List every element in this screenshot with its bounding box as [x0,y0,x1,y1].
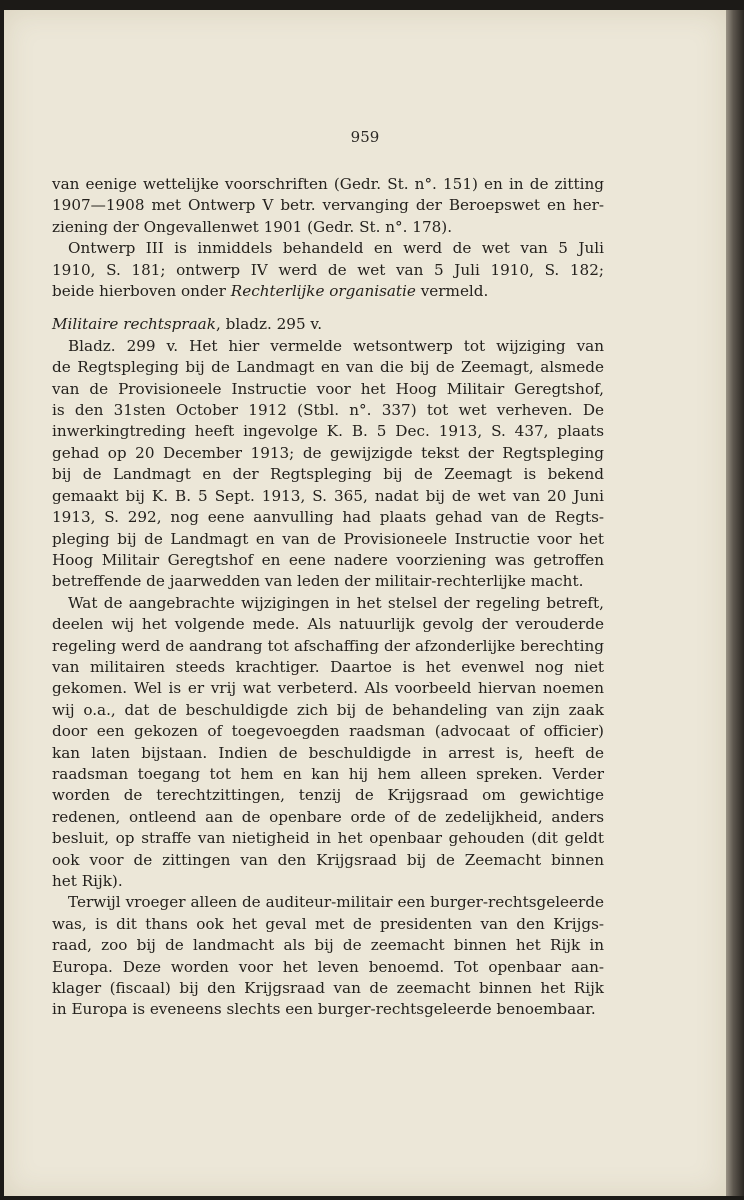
text-line: gemaakt bij K. B. 5 Sept. 1913, S. 365, nadat bij de wet van 20 Juni [52,486,604,505]
italic-reference: Rechterlijke organisatie [230,282,416,301]
book-page [4,10,726,1196]
text-line: kan laten bijstaan. Indien de beschuldigde in arrest is, heeft de [52,743,604,762]
text-line: betreffende de jaarwedden van leden der militair-rechterlijke macht. [52,572,584,591]
page-number: 959 [350,128,380,146]
text-line: worden de terechtzittingen, tenzij de Krijgsraad om gewichtige [52,786,604,805]
text-line: 1913, S. 292, nog eene aanvulling had plaats gehad van de Regts- [52,508,604,527]
paragraph-gap [52,302,604,314]
text-line: klager (fiscaal) bij den Krijgsraad van de zeemacht binnen het Rijk [52,979,604,998]
text-line: de Regtspleging bij de Landmagt en van die bij de Zeemagt, alsmede [52,358,604,377]
text-line: raadsman toegang tot hem en kan hij hem alleen spreken. Verder [52,764,604,783]
text-line: ziening der Ongevallenwet 1901 (Gedr. St. n°. 178). [52,217,453,236]
text-line: inwerkingtreding heeft ingevolge K. B. 5 Dec. 1913, S. 437, plaats [52,422,604,441]
text-line: is den 31sten October 1912 (Stbl. n°. 337) tot wet verheven. De [52,401,604,420]
text-line: redenen, ontleend aan de openbare orde of de zedelijkheid, anders [52,807,604,826]
text-line: was, is dit thans ook het geval met de presidenten van den Krijgs- [52,914,604,933]
text-line: van eenige wettelijke voorschriften (Gedr. St. n°. 151) en in de zitting [52,175,604,193]
text-line: van militairen steeds krachtiger. Daartoe is het evenwel nog niet [52,657,604,676]
text-line: 1910, S. 181; ontwerp IV werd de wet van 5 Juli 1910, S. 182; [52,260,604,279]
text-line: gehad op 20 December 1913; de gewijzigde tekst der Regtspleging [52,443,604,462]
text-line: door een gekozen of toegevoegden raadsman (advocaat of officier) [52,722,604,741]
text-line: gekomen. Wel is er vrij wat verbeterd. Als voorbeeld hiervan noemen [52,679,604,698]
text-line: raad, zoo bij de landmacht als bij de zeemacht binnen het Rijk in [52,936,604,955]
text-line: Militaire rechtspraak, bladz. 295 v. [52,315,323,334]
text-line: bij de Landmagt en der Regtspleging bij de Zeemagt is bekend [52,465,604,484]
text-line: beide hierboven onder Rechterlijke organisatie vermeld. [52,282,489,301]
section-heading: Militaire rechtspraak [52,315,216,334]
text-line: in Europa is eveneens slechts een burger-rechtsgeleerde benoembaar. [52,1000,596,1019]
text-line: Hoog Militair Geregtshof en eene nadere voorziening was getroffen [52,550,604,569]
text-line: Terwijl vroeger alleen de auditeur-militair een burger-rechtsgeleerde [68,893,604,912]
text-line: regeling werd de aandrang tot afschaffing der afzonderlijke berechting [52,636,604,655]
text-line: besluit, op straffe van nietigheid in het openbaar gehouden (dit geldt [52,829,604,848]
text-line: Bladz. 299 v. Het hier vermelde wetsontwerp tot wijziging van [68,336,604,355]
text-line: 1907—1908 met Ontwerp V betr. vervanging der Beroepswet en her- [52,196,604,215]
text-line: van de Provisioneele Instructie voor het Hoog Militair Geregtshof, [52,379,604,398]
book-edge [726,10,744,1196]
body-text [52,174,604,1021]
text-line: pleging bij de Landmagt en van de Provisioneele Instructie voor het [52,529,604,548]
text-line: Wat de aangebrachte wijzigingen in het stelsel der regeling betreft, [68,593,604,612]
text-line: Ontwerp III is inmiddels behandeld en werd de wet van 5 Juli [68,239,604,258]
text-line: ook voor de zittingen van den Krijgsraad bij de Zeemacht binnen [52,850,604,869]
text-line: deelen wij het volgende mede. Als natuurlijk gevolg der verouderde [52,615,604,634]
text-line: Europa. Deze worden voor het leven benoemd. Tot openbaar aan- [52,957,604,976]
text-line: wij o.a., dat de beschuldigde zich bij de behandeling van zijn zaak [52,700,604,719]
text-line: het Rijk). [52,872,123,890]
